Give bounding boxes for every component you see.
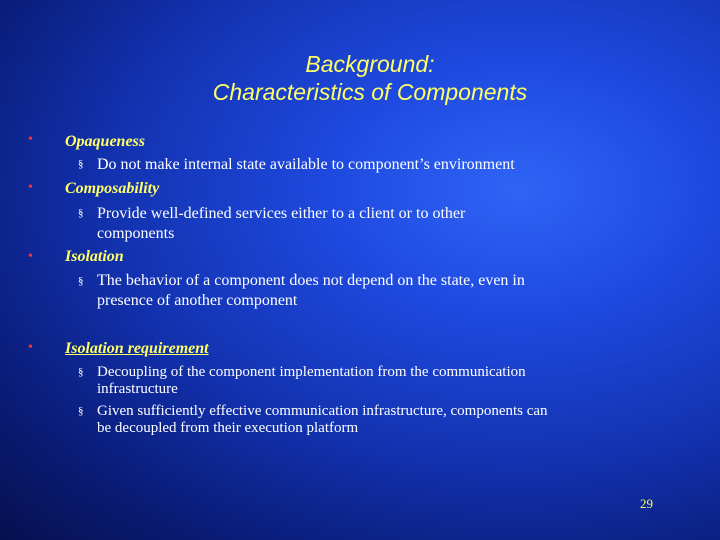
sub-bullet-marker: §: [78, 275, 84, 287]
bullet-heading-opaqueness: Opaqueness: [65, 133, 146, 150]
bullet-marker: •: [28, 249, 33, 264]
sub-bullet-marker: §: [78, 366, 84, 378]
sub-bullet-text: The behavior of a component does not depend on the state, even in: [97, 272, 525, 289]
sub-bullet-text-continued: infrastructure: [97, 381, 178, 397]
sub-bullet-marker: §: [78, 207, 84, 219]
bullet-marker: •: [28, 180, 33, 195]
sub-bullet-text: Do not make internal state available to component’s environment: [97, 156, 515, 173]
sub-bullet-marker: §: [78, 405, 84, 417]
bullet-heading-isolation-requirement: Isolation requirement: [65, 340, 209, 357]
slide-title-line-1: Background:: [305, 51, 435, 77]
sub-bullet-marker: §: [78, 158, 84, 170]
sub-bullet-text-continued: presence of another component: [97, 292, 298, 309]
slide-title-line-2: Characteristics of Components: [212, 79, 528, 105]
sub-bullet-text: Provide well-defined services either to a client or to other: [97, 205, 466, 222]
bullet-heading-isolation: Isolation: [65, 248, 124, 265]
page-number: 29: [640, 496, 653, 511]
bullet-heading-composability: Composability: [65, 180, 160, 197]
sub-bullet-text-continued: components: [97, 225, 175, 242]
bullet-marker: •: [28, 340, 33, 355]
sub-bullet-text: Given sufficiently effective communication infrastructure, components can: [97, 403, 548, 419]
sub-bullet-text-continued: be decoupled from their execution platform: [97, 420, 359, 436]
sub-bullet-text: Decoupling of the component implementation from the communication: [97, 364, 526, 380]
bullet-marker: •: [28, 132, 33, 147]
